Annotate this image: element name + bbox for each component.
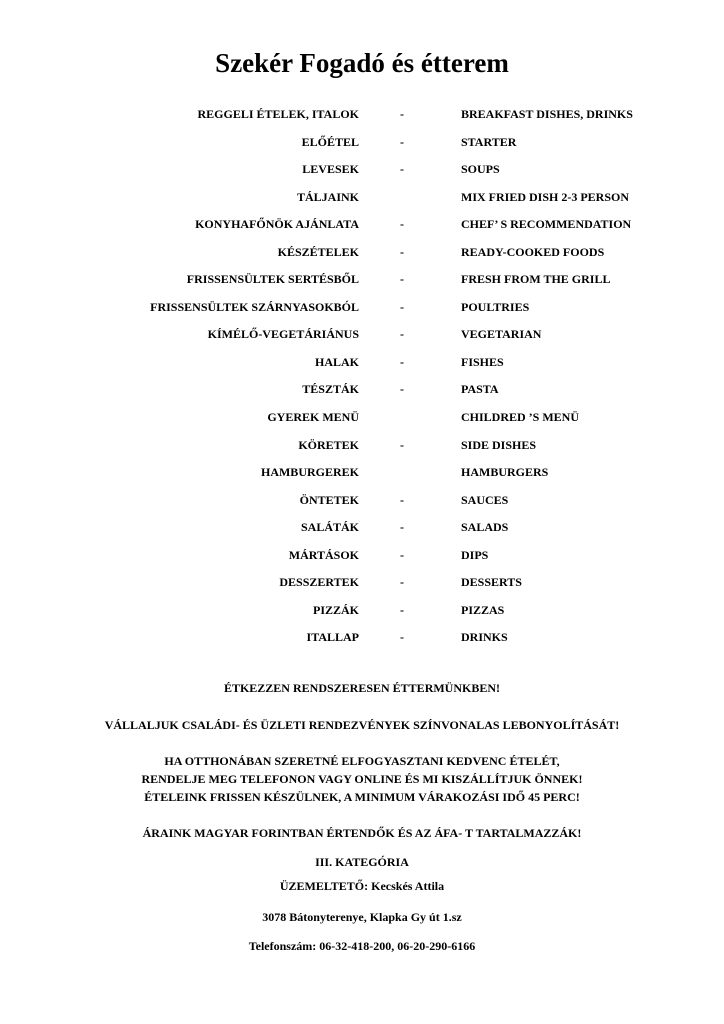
category-label: III. KATEGÓRIA [315, 855, 409, 869]
separator: - [400, 575, 404, 590]
menu-row-pizzas[interactable] [0, 600, 724, 628]
menu-row-salads[interactable] [0, 517, 724, 545]
category-hu: PIZZÁK [312, 602, 359, 617]
menu-row-side-dishes[interactable] [0, 435, 724, 463]
category-hu: KÖRETEK [298, 437, 359, 452]
menu-row-starter[interactable] [0, 132, 724, 160]
delivery-line-1: HA OTTHONÁBAN SZERETNÉ ELFOGYASZTANI KEDVENC ÉTELÉT, [164, 754, 560, 768]
category-hu: ITALLAP [306, 630, 359, 645]
menu-row-vegetarian[interactable] [0, 324, 724, 352]
category-hu: LEVESEK [302, 162, 359, 177]
separator: - [400, 354, 404, 369]
category-hu: ÖNTETEK [299, 492, 359, 507]
menu-row-hamburgers[interactable] [0, 462, 724, 490]
category-en: PASTA [461, 382, 499, 397]
menu-row-sauces[interactable] [0, 490, 724, 518]
category-hu: MÁRTÁSOK [288, 547, 359, 562]
category-en: HAMBURGERS [461, 465, 549, 480]
separator: - [400, 107, 404, 121]
category-hu: DESSZERTEK [279, 575, 359, 590]
category-en: DRINKS [461, 630, 508, 645]
category-en: STARTER [461, 134, 517, 149]
category-hu: TÁLJAINK [296, 189, 359, 204]
category-en: VEGETARIAN [461, 327, 542, 342]
category-hu: HAMBURGEREK [260, 465, 359, 480]
category-en: MIX FRIED DISH 2-3 PERSON [461, 189, 630, 204]
menu-row-soups[interactable] [0, 159, 724, 187]
category-en: SOUPS [461, 162, 500, 177]
menu-row-ready-cooked[interactable] [0, 242, 724, 270]
category-en: POULTRIES [461, 299, 530, 314]
page-title: Szekér Fogadó és étterem [215, 48, 509, 78]
category-hu: SALÁTÁK [300, 520, 359, 535]
phone-label: Telefonszám: 06-32-418-200, 06-20-290-6166 [248, 939, 476, 953]
menu-row-drinks[interactable] [0, 627, 724, 655]
category-en: SIDE DISHES [461, 437, 537, 452]
separator: - [400, 217, 404, 232]
menu-row-pasta[interactable] [0, 379, 724, 407]
category-hu: REGGELI ÉTELEK, ITALOK [197, 107, 359, 121]
category-en: CHEF’ S RECOMMENDATION [461, 217, 632, 232]
operator-label: ÜZEMELTETŐ: Kecskés Attila [279, 879, 445, 893]
separator: - [400, 299, 404, 314]
category-en: FISHES [461, 354, 504, 369]
separator: - [400, 382, 404, 397]
category-en: READY-COOKED FOODS [461, 244, 605, 259]
separator: - [400, 272, 404, 287]
menu-row-poultries[interactable] [0, 297, 724, 325]
menu-row-chefs-recommendation[interactable] [0, 214, 724, 242]
menu-row-childrens-menu[interactable] [0, 407, 724, 435]
prices-note: ÁRAINK MAGYAR FORINTBAN ÉRTENDŐK ÉS AZ ÁFA- T TARTALMAZZÁK! [142, 826, 582, 840]
category-en: SAUCES [461, 492, 509, 507]
separator: - [400, 630, 404, 645]
category-hu: KÍMÉLŐ-VEGETÁRIÁNUS [207, 327, 359, 342]
separator: - [400, 327, 404, 342]
delivery-line-3: ÉTELEINK FRISSEN KÉSZÜLNEK, A MINIMUM VÁRAKOZÁSI IDŐ 45 PERC! [144, 790, 580, 804]
separator: - [400, 602, 404, 617]
separator: - [400, 437, 404, 452]
separator: - [400, 547, 404, 562]
menu-row-mix-fried[interactable] [0, 187, 724, 215]
category-hu: ELŐÉTEL [301, 134, 359, 149]
menu-row-desserts[interactable] [0, 572, 724, 600]
events-note: VÁLLALJUK CSALÁDI- ÉS ÜZLETI RENDEZVÉNYEK SZÍNVONALAS LEBONYOLÍTÁSÁT! [104, 718, 620, 732]
category-hu: HALAK [314, 354, 359, 369]
category-hu: FRISSENSÜLTEK SERTÉSBŐL [186, 272, 359, 287]
category-hu: FRISSENSÜLTEK SZÁRNYASOKBÓL [150, 299, 359, 314]
menu-category-list [0, 104, 724, 655]
category-en: DIPS [461, 547, 489, 562]
menu-row-grill[interactable] [0, 269, 724, 297]
eat-regularly-note: ÉTKEZZEN RENDSZERESEN ÉTTERMÜNKBEN! [223, 681, 501, 695]
category-hu: KONYHAFŐNÖK AJÁNLATA [195, 217, 359, 232]
category-en: DESSERTS [461, 575, 522, 590]
menu-row-breakfast[interactable] [0, 104, 724, 132]
category-hu: GYEREK MENÜ [267, 410, 359, 425]
separator: - [400, 162, 404, 177]
category-en: SALADS [461, 520, 509, 535]
category-en: CHILDRED ’S MENÜ [461, 410, 580, 425]
category-en: PIZZAS [461, 602, 505, 617]
menu-row-fishes[interactable] [0, 352, 724, 380]
separator: - [400, 134, 404, 149]
category-en: BREAKFAST DISHES, DRINKS [461, 107, 633, 121]
category-hu: KÉSZÉTELEK [277, 244, 359, 259]
menu-row-dips[interactable] [0, 545, 724, 573]
address-label: 3078 Bátonyterenye, Klapka Gy út 1.sz [262, 910, 462, 924]
delivery-line-2: RENDELJE MEG TELEFONON VAGY ONLINE ÉS MI KISZÁLLÍTJUK ÖNNEK! [141, 772, 583, 786]
separator: - [400, 244, 404, 259]
category-hu: TÉSZTÁK [302, 382, 359, 397]
separator: - [400, 492, 404, 507]
category-en: FRESH FROM THE GRILL [461, 272, 611, 287]
separator: - [400, 520, 404, 535]
